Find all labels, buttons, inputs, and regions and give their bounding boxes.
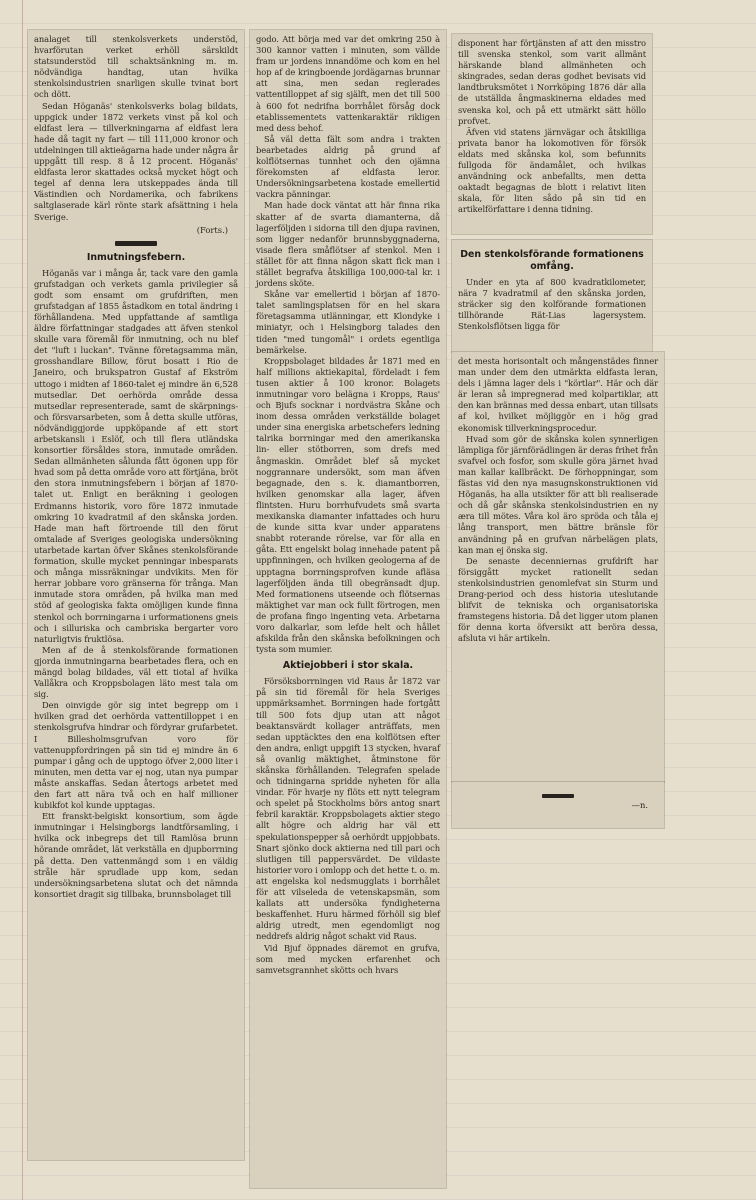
article-paragraph: Så väl detta fält som andra i trakten bearbetades aldrig på grund af kolflötsernas tunnhet och den ojämna förekomsten af eldfasta leror. Undersökningsarbetena kostade emellertid vackra pänningar. <box>256 133 440 200</box>
author-signature: —n. <box>631 800 648 810</box>
article-paragraph: Hvad som gör de skånska kolen synnerligen lämpliga för järnförädlingen är deras frihet från svafvel och fosfor, som skulle göra järnet hvad man kallar kallbräckt. De förhoppningar, som fästas vid den nya masugnskonstruktionen vid Höganäs, ha alla utsikter för att bli realiserade och då går skånska stenkolsindustrien en ny æra till mötes. Våra kol äro spröda och tåla ej lång transport, men bättre bränsle för användning på en grufvan närbelägen plats, kan man ej önska sig. <box>458 433 658 555</box>
article-paragraph: Sedan Höganäs' stenkolsverks bolag bildats, uppgick under 1872 verkets vinst på kol och eldfast lera — tillverkningarna af eldfast lera hade då tagit ny fart — till 111,000 kronor och utdelningen till aktieägarna hade under några år uppgått till resp. 8 å 12 procent. Höganäs' eldfasta leror skattades också mycket högt och tegel af denna lera utskeppades ända till Västindien och Nordamerika, och fabrikens saltglaserade kärl rönte stark afsättning i hela Sverige. <box>34 100 238 222</box>
page-margin-line <box>22 0 23 1200</box>
end-divider <box>542 794 574 798</box>
clipping-column-2 <box>250 30 446 1188</box>
article-paragraph: De senaste decenniernas grufdrift har försiggått mycket rationellt sedan stenkolsindustrien genomlefvat sin Sturm und Drang-period och dess historia uteslutande blifvit de tekniska och organisatoriska framstegens historia. Då det ligger utom planen för denna korta öfversikt att beröra dessa, afsluta vi här artikeln. <box>458 555 659 644</box>
article-paragraph: Försöksborrningen vid Raus år 1872 var på sin tid föremål för hela Sveriges uppmärksamhet. Borrningen hade fortgått till 500 fots djup utan att något beaktansvärdt kollager anträffats, men sedan upptäcktes den ena kolflötsen efter den andra, enligt uppgift 13 stycken, hvaraf så ovanlig mäktighet, åtminstone för skånska förhållanden. Telegrafen spelade och tidningarna spridde nyheten för alla vindar. För hvarje ny flöts ett nytt telegram och spelet på Stockholms börs antog snart febril karaktär. Kroppsbolagets aktier stego allt högre och aldrig har väl ett spekulationspepper så oerhördt uppjobbats. Snart sjönko dock aktierna ned till pari och slutligen till pappersvärdet. De vildaste historier voro i omlopp och det hette t. o. m. att engelska kol nedsmugglats i borrhålet för att vilseleda de vetenskapsmän, som kallats att undersöka fyndigheterna beskaffenhet. Huru härmed förhöll sig blef aldrig utredt, men egendomligt nog neddrefs aldrig något schakt vid Raus. <box>256 676 440 942</box>
article-paragraph: Skåne var emellertid i början af 1870-talet samlingsplatsen för en hel skara företagsamma utlänningar, ett Klondyke i miniatyr, och i Helsingborg talades den tiden "med tungomål" i ordets egentliga bemärkelse. <box>256 289 440 355</box>
clipping-column-3-body <box>452 352 664 782</box>
article-paragraph: Vid Bjuf öppnades däremot en grufva, som med mycken erfarenhet och samvetsgrannhet skötts och hvars <box>256 942 440 975</box>
article-paragraph: Äfven vid statens järnvägar och åtskilliga privata banor ha lokomotiven för försök eldats med skånska kol, som befunnits fullgoda för ändamålet, och hvilkas användning ock anbefallts, men detta oaktadt begagnas de blott i relativt liten skala, för liten sådo på sin tid en artikelförfattare i denna tidning. <box>458 126 646 215</box>
section-divider <box>115 241 157 246</box>
article-paragraph: det mesta horisontalt och mångenstädes finner man under dem den utmärkta eldfasta leran, dels i jämna lager dels i "körtlar". Här och där är leran så impregnerad med kolpartiklar, att den kan brännas med dessa enbart, utan tillsats af kol, hvilket möjliggör en i hög grad ekonomisk tillverkningsprocedur. <box>458 356 658 433</box>
article-paragraph: Den oinvigde gör sig intet begrepp om i hvilken grad det oerhörda vattentilloppet i en stenkolsgrufva hindrar och fördyrar grufarbetet. I Billesholmsgrufvan voro för vattenuppfordringen på sin tid ej mindre än 6 pumpar i gång och de upptogo öfver 2,000 liter i minuten, men detta var ej nog, utan nya pumpar måste anskaffas. Sedan återtogs arbetet med den fart att nära två och en half millioner kubikfot kol kunde upptagas. <box>34 700 238 811</box>
clipping-column-3-top <box>452 34 652 234</box>
article-paragraph: Kroppsbolaget bildades år 1871 med en half millions aktiekapital, fördeladt i fem tusen aktier å 100 kronor. Bolagets inmutningar voro belägna i Kropps, Raus' och Bjufs socknar i nordvästra Skåne och inom dessa områden verkställde bolaget under sina energiska arbetschefers ledning talrika borrningar med den amerikanska lin- eller stötborren, som drefs med ångmaskin. Området blef så mycket noggrannare undersökt, som man äfven begagnade, den s. k. diamantborren, hvilken genomskar alla lager, äfven flintsten. Huru borrhufvudets små svarta mexikanska diamanter infattades och huru de kunde sitta kvar under apparatens snabbt roterande rörelse, var för alla en gåta. Ett engelskt bolag innehade patent på uppfinningen, och hvilken geologerna af de upptagna borrningsprofven kunde afläsa lagerföljden ända till obegränsadt djup. Med formationens utseende och flötsernas mäktighet var man ock fullt förtrogen, men de profana fingo ingenting veta. Arbetarna voro dalkarlar, som lefde helt och hållet afskilda från den skånska befolkningen och tysta som mumier. <box>256 355 440 655</box>
article-paragraph: Under en yta af 800 kvadratkilometer, nära 7 kvadratmil af den skånska jorden, sträcker sig den kolförande formationen tillhörande Rät-Lias lagersystem. Stenkolsflötsen ligga för <box>458 277 646 332</box>
section-heading: Aktiejobberi i stor skala. <box>282 660 414 672</box>
article-paragraph: disponent har förtjänsten af att den misstro till svenska stenkol, som varit allmänt härskande bland allmänheten och skingrades, sedan deras godhet bevisats vid landtbruksmötet i Norrköping 1876 där alla de utställda ångmaskinerna eldades med svenska kol, och på ett utmärkt sätt höllo profvet. <box>458 38 646 126</box>
article-paragraph: Höganäs var i många år, tack vare den gamla grufstadgan och verkets gamla privilegier så godt som ensamt om grufdriften, men grufstadgan af 1855 åstadkom en total ändring i förhållandena. Med uppfattande af samtliga äldre författningar stadgades att äfven stenkol skulle vara föremål för inmutning, och nu blef det "luft i luckan". Tvänne företagsamma män, grosshandlare Billow, förut bosatt i Rio de Janeiro, och brukspatron Gustaf af Ekström uttogo i midten af 1860-talet ej mindre än 6,528 mutsedlar. Det oerhörda område dessa mutsedlar representerade, samt de skärpnings- och försvarsarbeten, som å detta skulle utföras, nödvändiggjorde uppköpande af ett stort arbetskansli i Eslöf, och till flera utländska konsortier försåldes stora, inmutade områden. Sedan allmänheten sålunda fått ögonen upp för hvad som på detta område voro att förtjäna, bröt den stora inmutningsfebern i början af 1870-talet ut. Enligt en beräkning i geologen Erdmanns historik, voro före 1872 inmutade omkring 10 kvadratmil af den skånska jorden. Hade man haft förtroende till den förut omtalade af Sveriges geologiska undersökning utarbetade kartan öfver Skånes stenkolsförande formation, skulle mycket penningar inbesparats och många missräkningar undvikits. Men för herrar jobbare voro gränserna för trånga. Man inmutade stora områden, på hvilka man med stöd af geologiska fakta omöjligen kunde finna stenkol och borrningarna i urformationens gneis och i silluriska och cambriska bergarter voro naturligtvis fruktlösa. <box>34 267 238 644</box>
article-paragraph: Ett franskt-belgiskt konsortium, som ägde inmutningar i Helsingborgs landtförsamling, i hvilka ock inbegreps det till Ramlösa brunn hörande området, lät verkställa en djupborrning på detta. Den vattenmängd som i en väldig stråle här sprudlade upp kom, sedan undersökningsarbetena slutat och det nämnda konsortiet dragit sig tillbaka, brunnsbolaget till <box>34 811 238 899</box>
article-paragraph: Man hade dock väntat att här finna rika skatter af de svarta diamanterna, då lagerföljden i sidorna till den djupa ravinen, som ligger nedanför brunnsbyggnaderna, visade flera småflötser af stenkol. Men i stället för att finna någon skatt fick man i stället begrafva åtskilliga 100,000-tal kr. i jordens sköte. <box>256 200 440 289</box>
section-heading: Inmutningsfebern. <box>86 251 186 263</box>
clipping-column-1 <box>28 30 244 1160</box>
clipping-column-3-heading-block <box>452 240 652 352</box>
section-heading: Den stenkolsförande formationens omfång. <box>460 249 644 272</box>
article-paragraph: godo. Att börja med var det omkring 250 à 300 kannor vatten i minuten, som vällde fram ur jordens innandöme och kom en hel hop af de kringboende jordägarnas brunnar att sina, men sedan reglerades vattentilloppet af sig själft, men det till 500 à 600 fot nedrifna borrhålet försåg dock etablissementets vattenkaraktär rikligen med dess behof. <box>256 34 440 133</box>
clipping-column-3-end <box>452 782 664 828</box>
continued-note: (Forts.) <box>196 224 228 235</box>
article-paragraph: analaget till stenkolsverkets understöd, hvarförutan verket erhöll särskildt statsunderstöd till schaktsänkning m. m. nödvändiga handtag, utan hvilka stenkolsindustrien snarligen skulle tvinat bort och dött. <box>34 34 238 100</box>
article-paragraph: Men af de å stenkolsförande formationen gjorda inmutningarna bearbetades flera, och en mängd bolag bildades, väl ett tiotal af hvilka Vallåkra och Kroppsbolagen läto mest tala om sig. <box>34 644 238 700</box>
